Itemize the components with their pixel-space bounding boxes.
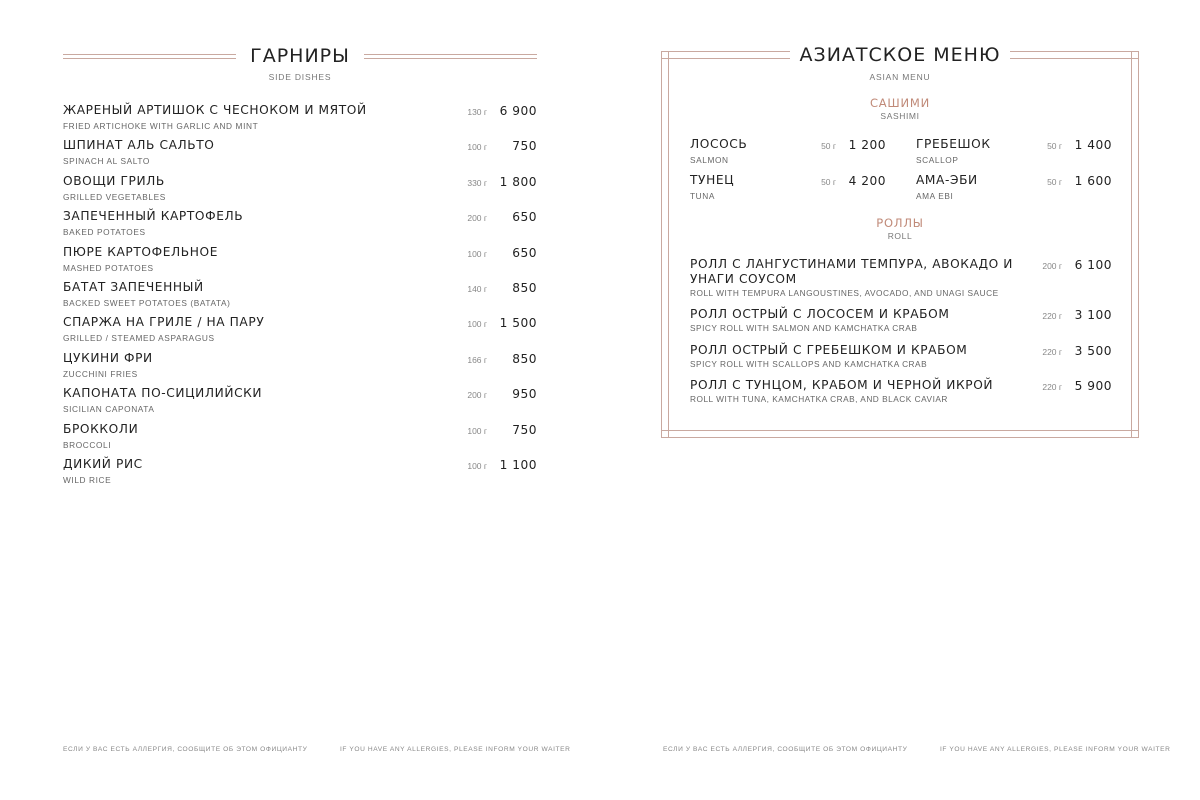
item-weight: 220 г: [1042, 311, 1062, 321]
item-translation: WILD RICE: [63, 474, 112, 485]
list-item: [690, 343, 1112, 378]
item-translation: FRIED ARTICHOKE WITH GARLIC AND MINT: [63, 121, 259, 131]
item-weight: 50 г: [1047, 141, 1062, 151]
item-price: 6 100: [1074, 258, 1112, 272]
item-name: ТУНЕЦ: [690, 173, 735, 187]
item-name: РОЛЛ ОСТРЫЙ С ЛОСОСЕМ И КРАБОМ: [690, 307, 950, 321]
item-weight: 330 г: [467, 177, 487, 188]
item-translation: TUNA: [690, 191, 715, 201]
item-name: ЗАПЕЧЕННЫЙ КАРТОФЕЛЬ: [63, 209, 244, 224]
list-item: [63, 351, 537, 386]
item-price: 3 100: [1074, 308, 1112, 322]
page-subtitle: ASIAN MENU: [869, 72, 931, 82]
item-name: ШПИНАТ АЛЬ САЛЬТО: [63, 138, 215, 153]
item-price: 750: [512, 422, 537, 437]
item-price: 1 500: [499, 316, 537, 331]
item-name: БРОККОЛИ: [63, 421, 139, 436]
item-translation: GRILLED / STEAMED ASPARAGUS: [63, 333, 215, 344]
item-name: ДИКИЙ РИС: [63, 456, 143, 471]
item-price: 3 500: [1074, 344, 1112, 358]
sashimi-subtitle: SASHIMI: [880, 111, 920, 121]
item-price: 1 200: [848, 138, 886, 152]
item-price: 650: [512, 210, 537, 225]
list-item: [63, 138, 537, 173]
heading-rule-right: [364, 54, 537, 59]
item-name: ГРЕБЕШОК: [916, 137, 991, 151]
item-weight: 166 г: [467, 354, 487, 365]
item-price: 650: [512, 245, 537, 260]
page-title: АЗИАТСКОЕ МЕНЮ: [790, 44, 1011, 66]
list-item: [916, 173, 1112, 209]
item-weight: 220 г: [1042, 347, 1062, 357]
item-price: 1 400: [1074, 138, 1112, 152]
item-name: РОЛЛ ОСТРЫЙ С ГРЕБЕШКОМ И КРАБОМ: [690, 343, 968, 357]
item-translation: MASHED POTATOES: [63, 262, 154, 273]
item-price: 6 900: [499, 104, 537, 118]
item-weight: 220 г: [1042, 382, 1062, 392]
item-weight: 140 г: [467, 283, 487, 294]
page-title: ГАРНИРЫ: [250, 45, 350, 67]
list-item: [690, 173, 886, 209]
item-name: ЛОСОСЬ: [690, 137, 748, 151]
item-weight: 50 г: [821, 177, 836, 187]
side-dishes-heading: [63, 44, 537, 68]
list-item: [63, 457, 537, 492]
item-translation: GRILLED VEGETABLES: [63, 191, 166, 202]
item-price: 1 600: [1074, 174, 1112, 188]
frame-corner-br: [1131, 430, 1139, 438]
item-weight: 50 г: [1047, 177, 1062, 187]
item-name: РОЛЛ С ТУНЦОМ, КРАБОМ И ЧЕРНОЙ ИКРОЙ: [690, 378, 994, 392]
item-name: БАТАТ ЗАПЕЧЕННЫЙ: [63, 279, 204, 294]
list-item: [690, 307, 1112, 343]
item-name: АМА-ЭБИ: [916, 173, 978, 187]
sashimi-list: [690, 137, 1112, 217]
item-price: 1 800: [499, 174, 537, 189]
list-item: [916, 137, 1112, 173]
item-translation: ROLL WITH TUNA, KAMCHATKA CRAB, AND BLACK CAVIAR: [690, 394, 948, 404]
item-translation: BACKED SWEET POTATOES (BATATA): [63, 297, 231, 308]
item-weight: 100 г: [467, 319, 487, 330]
item-name: ЦУКИНИ ФРИ: [63, 350, 153, 365]
item-weight: 200 г: [467, 390, 487, 401]
asian-menu-heading: [661, 44, 1139, 66]
heading-rule-left: [63, 54, 236, 59]
item-name: КАПОНАТА ПО-СИЦИЛИЙСКИ: [63, 386, 263, 401]
list-item: [690, 257, 1112, 307]
item-translation: SCALLOP: [916, 155, 959, 165]
item-name: ПЮРЕ КАРТОФЕЛЬНОЕ: [63, 244, 218, 259]
item-translation: BROCCOLI: [63, 439, 112, 450]
item-translation: SICILIAN CAPONATA: [63, 404, 155, 415]
item-translation: SPINACH AL SALTO: [63, 156, 150, 167]
item-price: 5 900: [1074, 379, 1112, 393]
item-price: 750: [512, 139, 537, 154]
item-translation: ROLL WITH TEMPURA LANGOUSTINES, AVOCADO, AND UNAGI SAUCE: [690, 288, 999, 298]
item-price: 950: [512, 387, 537, 402]
allergy-note-ru: ЕСЛИ У ВАС ЕСТЬ АЛЛЕРГИЯ, СООБЩИТЕ ОБ ЭТОМ ОФИЦИАНТУ: [63, 746, 308, 753]
item-name: РОЛЛ С ЛАНГУСТИНАМИ ТЕМПУРА, АВОКАДО И УНАГИ СОУСОМ: [690, 257, 1014, 286]
item-translation: SPICY ROLL WITH SCALLOPS AND KAMCHATKA CRAB: [690, 359, 928, 369]
page-subtitle: SIDE DISHES: [268, 72, 332, 82]
list-item: [63, 209, 537, 244]
item-weight: 200 г: [467, 213, 487, 224]
list-item: [690, 137, 886, 173]
list-item: [63, 174, 537, 209]
allergy-note-en: IF YOU HAVE ANY ALLERGIES, PLEASE INFORM YOUR WAITER: [940, 746, 1171, 753]
list-item: [63, 280, 537, 315]
item-translation: ZUCCHINI FRIES: [63, 368, 138, 379]
item-translation: SALMON: [690, 155, 729, 165]
list-item: [63, 315, 537, 350]
rolls-title: РОЛЛЫ: [876, 216, 924, 230]
item-weight: 130 г: [467, 107, 487, 117]
list-item: [63, 245, 537, 280]
item-name: ОВОЩИ ГРИЛЬ: [63, 173, 165, 188]
item-price: 850: [512, 351, 537, 366]
item-weight: 100 г: [467, 248, 487, 259]
item-weight: 100 г: [467, 460, 487, 471]
frame-corner-bl: [661, 430, 669, 438]
list-item: [63, 386, 537, 421]
item-weight: 100 г: [467, 142, 487, 153]
rolls-list: [690, 257, 1112, 414]
item-translation: SPICY ROLL WITH SALMON AND KAMCHATKA CRAB: [690, 323, 918, 333]
list-item: [63, 103, 537, 138]
item-price: 1 100: [499, 457, 537, 472]
item-name: ЖАРЕНЫЙ АРТИШОК С ЧЕСНОКОМ И МЯТОЙ: [63, 103, 367, 117]
allergy-note-en: IF YOU HAVE ANY ALLERGIES, PLEASE INFORM YOUR WAITER: [340, 746, 571, 753]
item-weight: 50 г: [821, 141, 836, 151]
list-item: [63, 422, 537, 457]
item-price: 850: [512, 280, 537, 295]
list-item: [690, 378, 1112, 414]
allergy-note-ru: ЕСЛИ У ВАС ЕСТЬ АЛЛЕРГИЯ, СООБЩИТЕ ОБ ЭТОМ ОФИЦИАНТУ: [663, 746, 908, 753]
item-weight: 100 г: [467, 425, 487, 436]
side-dishes-list: [63, 103, 537, 492]
item-translation: AMA EBI: [916, 191, 954, 201]
sashimi-title: САШИМИ: [869, 96, 931, 110]
item-weight: 200 г: [1042, 261, 1062, 271]
item-price: 4 200: [848, 174, 886, 188]
rolls-subtitle: ROLL: [887, 231, 913, 241]
item-translation: BAKED POTATOES: [63, 227, 146, 238]
right-page: [600, 0, 1200, 800]
item-name: СПАРЖА НА ГРИЛЕ / НА ПАРУ: [63, 315, 265, 330]
